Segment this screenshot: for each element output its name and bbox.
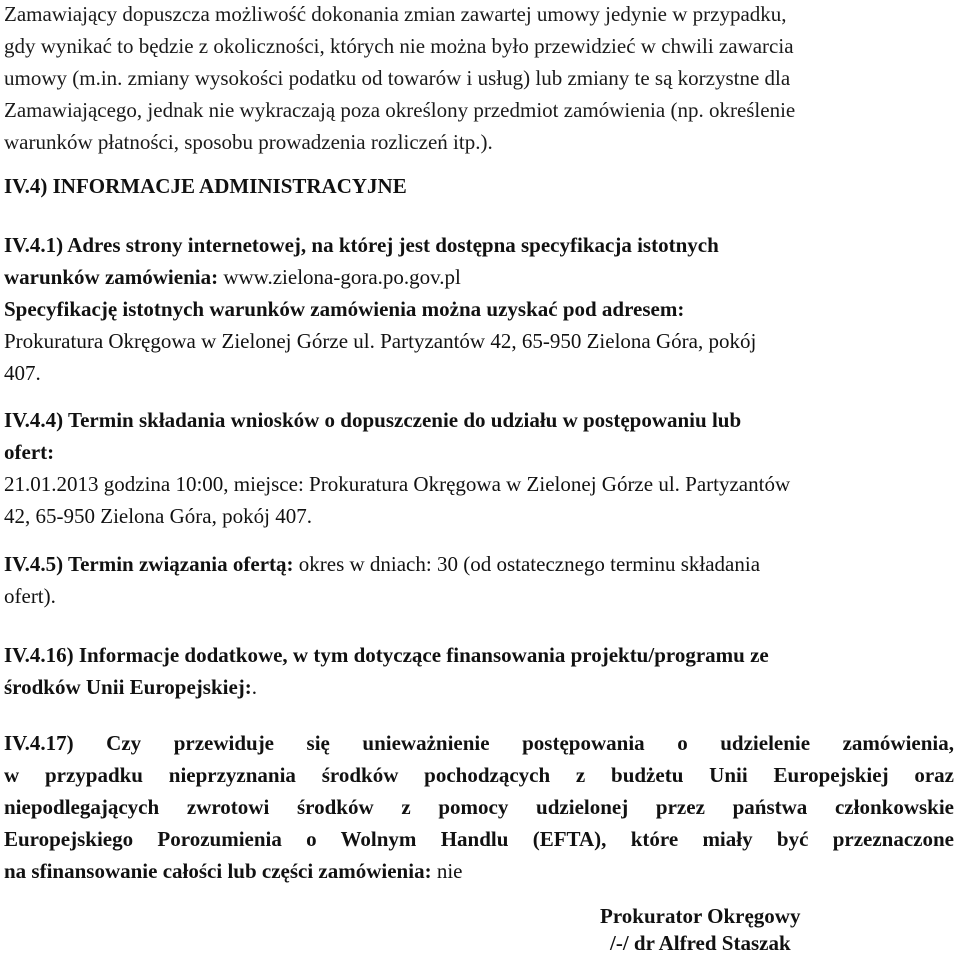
iv417-line-2: w przypadku nieprzyznania środków pochodzących z budżetu Unii Europejskiej oraz [4, 763, 954, 787]
signature-name: /-/ dr Alfred Staszak [610, 931, 791, 955]
intro-paragraph [4, 0, 954, 158]
iv41-obtain-label: Specyfikację istotnych warunków zamówienia można uzyskać pod adresem: [4, 297, 685, 321]
iv44-label-line-2: ofert: [4, 440, 55, 464]
intro-line-3: umowy (m.in. zmiany wysokości podatku od towarów i usług) lub zmiany te są korzystne dla [4, 66, 791, 90]
iv44-value-line-1: 21.01.2013 godzina 10:00, miejsce: Prokuratura Okręgowa w Zielonej Górze ul. Partyzantów [4, 472, 791, 496]
iv41-label-line-2: warunków zamówienia: [4, 265, 219, 289]
iv45-label: IV.4.5) Termin związania ofertą: [4, 552, 294, 576]
section-heading-iv4: IV.4) INFORMACJE ADMINISTRACYJNE [4, 174, 407, 198]
iv416-line-1: IV.4.16) Informacje dodatkowe, w tym dotyczące finansowania projektu/programu ze [4, 643, 769, 667]
iv417-line-3: niepodlegających zwrotowi środków z pomocy udzielonej przez państwa członkowskie [4, 795, 954, 819]
iv41-address-line-1: Prokuratura Okręgowa w Zielonej Górze ul. Partyzantów 42, 65-950 Zielona Góra, pokój [4, 329, 757, 353]
section-iv416 [4, 639, 954, 703]
iv416-tail: . [251, 675, 258, 699]
section-iv417 [4, 727, 954, 887]
iv417-line-5: na sfinansowanie całości lub części zamówienia: [4, 859, 432, 883]
iv417-line-4: Europejskiego Porozumienia o Wolnym Handlu (EFTA), które miały być przeznaczone [4, 827, 954, 851]
signature-title: Prokurator Okręgowy [600, 904, 801, 928]
section-iv41 [4, 229, 954, 389]
iv45-value-line-2: ofert). [4, 584, 56, 608]
iv44-value-line-2: 42, 65-950 Zielona Góra, pokój 407. [4, 504, 312, 528]
section-iv45 [4, 548, 954, 612]
section-iv44 [4, 404, 954, 532]
iv41-url: www.zielona-gora.po.gov.pl [218, 265, 461, 289]
iv416-line-2: środków Unii Europejskiej: [4, 675, 252, 699]
iv41-label-line-1: IV.4.1) Adres strony internetowej, na której jest dostępna specyfikacja istotnych [4, 233, 719, 257]
intro-line-2: gdy wynikać to będzie z okoliczności, których nie można było przewidzieć w chwili zawarcia [4, 34, 794, 58]
iv44-label-line-1: IV.4.4) Termin składania wniosków o dopuszczenie do udziału w postępowaniu lub [4, 408, 742, 432]
iv417-answer: nie [431, 859, 463, 883]
intro-line-1: Zamawiający dopuszcza możliwość dokonania zmian zawartej umowy jedynie w przypadku, [4, 2, 787, 26]
intro-line-4: Zamawiającego, jednak nie wykraczają poza określony przedmiot zamówienia (np. określenie [4, 98, 796, 122]
intro-line-5: warunków płatności, sposobu prowadzenia rozliczeń itp.). [4, 130, 493, 154]
iv417-line-1: IV.4.17) Czy przewiduje się unieważnienie postępowania o udzielenie zamówienia, [4, 731, 954, 755]
iv45-value-line-1: okres w dniach: 30 (od ostatecznego terminu składania [293, 552, 761, 576]
iv41-address-line-2: 407. [4, 361, 41, 385]
